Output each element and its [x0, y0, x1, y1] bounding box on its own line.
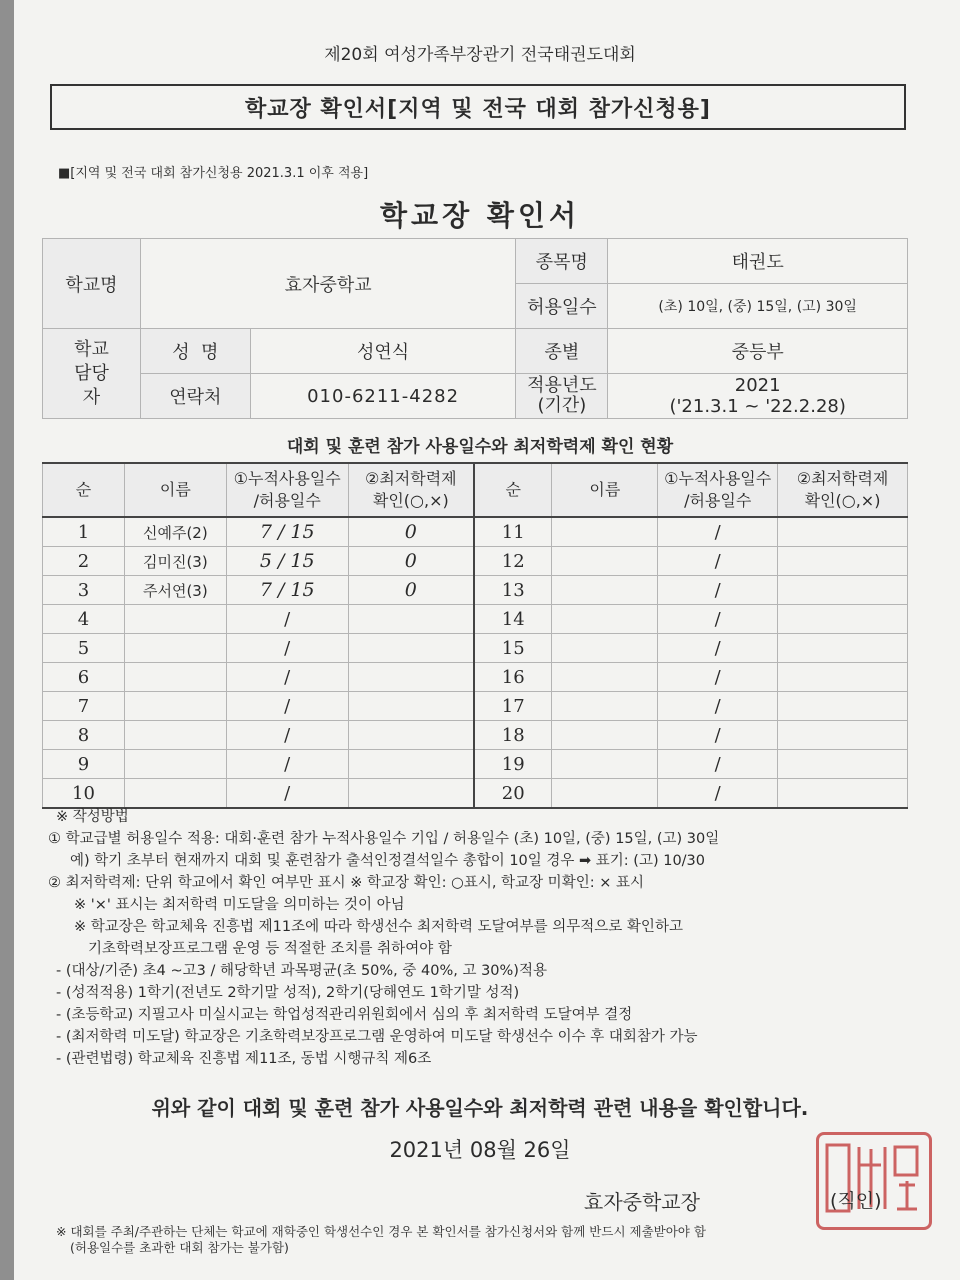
table-row: [43, 750, 908, 779]
academic-check: [778, 634, 908, 663]
event-label: 종목명: [516, 239, 608, 284]
header-name-right: 이름: [552, 463, 658, 517]
form-title-box: [50, 84, 906, 130]
academic-check: [348, 605, 474, 634]
form-title: 학교장 확인서[지역 및 전국 대회 참가신청용]: [245, 96, 711, 122]
row-number: 10: [43, 779, 125, 809]
used-days: /: [226, 663, 348, 692]
school-info-table: [42, 238, 908, 419]
used-days: /: [658, 605, 778, 634]
division-label: 종별: [516, 329, 608, 374]
note-line: 기초학력보장프로그램 운영 등 적절한 조치를 취하여야 함: [88, 941, 452, 957]
used-days: /: [658, 547, 778, 576]
athlete-name: [552, 721, 658, 750]
note-line: ※ 작성방법: [56, 809, 129, 825]
academic-check: [348, 779, 474, 809]
allowed-days-value: (초) 10일, (중) 15일, (고) 30일: [608, 284, 908, 329]
athlete-name: [124, 692, 226, 721]
row-number: 5: [43, 634, 125, 663]
row-number: 2: [43, 547, 125, 576]
name-label: 성 명: [140, 329, 250, 374]
used-days: /: [658, 721, 778, 750]
row-number: 14: [474, 605, 552, 634]
note-line: ② 최저학력제: 단위 학교에서 확인 여부만 표시 ※ 학교장 확인: ○표시, 학교장 미확인: × 표시: [48, 875, 644, 891]
principal-name: 효자중학교장: [584, 1190, 700, 1214]
confirmation-date: 2021년 08월 26일: [389, 1138, 571, 1162]
note-line: ※ '×' 표시는 최저학력 미도달을 의미하는 것이 아님: [74, 897, 405, 913]
table-row: [43, 634, 908, 663]
used-days: 5 / 15: [226, 547, 348, 576]
period-range: ('21.3.1 ~ '22.2.28): [669, 396, 846, 417]
athlete-name: [552, 605, 658, 634]
phone-label: 연락처: [140, 374, 250, 419]
academic-check: [778, 576, 908, 605]
academic-check: [778, 750, 908, 779]
header-no: 순: [43, 463, 125, 517]
confirmation-statement: 위와 같이 대회 및 훈련 참가 사용일수와 최저학력 관련 내용을 확인합니다.: [151, 1096, 809, 1120]
athlete-name: [124, 605, 226, 634]
seal-label: (직인): [830, 1190, 882, 1212]
footer-line: (허용일수를 초과한 대회 참가는 불가함): [70, 1240, 289, 1255]
header-days: ①누적사용일수 /허용일수: [226, 463, 348, 517]
row-number: 3: [43, 576, 125, 605]
athlete-name: [124, 721, 226, 750]
used-days: /: [658, 779, 778, 809]
header-name: 이름: [124, 463, 226, 517]
used-days: /: [658, 692, 778, 721]
main-title: 학교장 확인서: [379, 199, 581, 232]
footer-line: ※ 대회를 주최/주관하는 단체는 학교에 재학중인 학생선수인 경우 본 확인서를 참가신청서와 함께 반드시 제출받아야 함: [56, 1224, 706, 1239]
table-row: [43, 547, 908, 576]
athlete-name: 김미진(3): [124, 547, 226, 576]
table-row: [43, 605, 908, 634]
athlete-name: [552, 779, 658, 809]
used-days: /: [226, 750, 348, 779]
subheading: ■[지역 및 전국 대회 참가신청용 2021.3.1 이후 적용]: [58, 166, 369, 181]
row-number: 11: [474, 517, 552, 547]
note-line: - (관련법령) 학교체육 진흥법 제11조, 동법 시행규칙 제6조: [56, 1051, 432, 1067]
athlete-name: [552, 750, 658, 779]
note-line: - (최저학력 미도달) 학교장은 기초학력보장프로그램 운영하여 미도달 학생선수 이수 후 대회참가 가능: [56, 1029, 698, 1045]
event-title: 제20회 여성가족부장관기 전국태권도대회: [324, 45, 636, 65]
row-number: 13: [474, 576, 552, 605]
academic-check: [778, 721, 908, 750]
note-line: ① 학교급별 허용일수 적용: 대회·훈련 참가 누적사용일수 기입 / 허용일수 (초) 10일, (중) 15일, (고) 30일: [48, 831, 720, 847]
event-value: 태권도: [608, 239, 908, 284]
academic-check: [778, 547, 908, 576]
used-days: /: [658, 517, 778, 547]
used-days: 7 / 15: [226, 576, 348, 605]
row-number: 19: [474, 750, 552, 779]
phone-value: 010-6211-4282: [250, 374, 516, 419]
row-number: 9: [43, 750, 125, 779]
used-days: /: [226, 779, 348, 809]
athlete-name: [552, 663, 658, 692]
academic-check: [348, 692, 474, 721]
division-value: 중등부: [608, 329, 908, 374]
section-title: 대회 및 훈련 참가 사용일수와 최저학력제 확인 현황: [286, 437, 674, 457]
table-row: [43, 576, 908, 605]
athlete-name: [552, 547, 658, 576]
academic-check: 0: [348, 517, 474, 547]
athlete-name: [124, 634, 226, 663]
row-number: 4: [43, 605, 125, 634]
academic-check: 0: [348, 547, 474, 576]
academic-check: [348, 663, 474, 692]
used-days: /: [226, 692, 348, 721]
row-number: 1: [43, 517, 125, 547]
athlete-table: [42, 462, 908, 809]
academic-check: 0: [348, 576, 474, 605]
instructions-notes: [48, 806, 928, 1070]
academic-check: [778, 605, 908, 634]
period-label: 적용년도 (기간): [516, 374, 608, 419]
academic-check: [348, 634, 474, 663]
header-no-right: 순: [474, 463, 552, 517]
period-value: [608, 374, 908, 419]
school-label: 학교명: [43, 239, 141, 329]
row-number: 8: [43, 721, 125, 750]
academic-check: [778, 663, 908, 692]
used-days: /: [658, 634, 778, 663]
athlete-name: [124, 779, 226, 809]
table-row: [43, 692, 908, 721]
row-number: 6: [43, 663, 125, 692]
used-days: /: [658, 750, 778, 779]
row-number: 18: [474, 721, 552, 750]
academic-check: [778, 779, 908, 809]
used-days: /: [658, 663, 778, 692]
table-row: [43, 663, 908, 692]
row-number: 17: [474, 692, 552, 721]
row-number: 15: [474, 634, 552, 663]
table-row: [43, 517, 908, 547]
header-days-right: ①누적사용일수 /허용일수: [658, 463, 778, 517]
name-value: 성연식: [250, 329, 516, 374]
period-year: 2021: [734, 375, 781, 396]
table-row: [43, 721, 908, 750]
row-number: 20: [474, 779, 552, 809]
footer-notes: [56, 1224, 936, 1256]
header-academic-right: ②최저학력제 확인(○,×): [778, 463, 908, 517]
official-seal: [816, 1132, 932, 1230]
athlete-name: [552, 517, 658, 547]
academic-check: [348, 750, 474, 779]
note-line: 예) 학기 초부터 현재까지 대회 및 훈련참가 출석인정결석일수 총합이 10일 경우 ➡ 표기: (고) 10/30: [70, 853, 706, 869]
row-number: 16: [474, 663, 552, 692]
athlete-name: 주서연(3): [124, 576, 226, 605]
row-number: 12: [474, 547, 552, 576]
academic-check: [778, 517, 908, 547]
note-line: - (대상/기준) 초4 ~고3 / 해당학년 과목평균(초 50%, 중 40%, 고 30%)적용: [56, 963, 547, 979]
allowed-days-label: 허용일수: [516, 284, 608, 329]
school-name: 효자중학교: [140, 239, 515, 329]
athlete-name: [552, 634, 658, 663]
athlete-name: 신예주(2): [124, 517, 226, 547]
contact-person-label: 학교 담당자: [43, 329, 141, 419]
used-days: /: [658, 576, 778, 605]
athlete-name: [124, 663, 226, 692]
note-line: - (성적적용) 1학기(전년도 2학기말 성적), 2학기(당해연도 1학기말 성적): [56, 985, 520, 1001]
used-days: /: [226, 634, 348, 663]
used-days: /: [226, 605, 348, 634]
academic-check: [778, 692, 908, 721]
athlete-name: [124, 750, 226, 779]
note-line: ※ 학교장은 학교체육 진흥법 제11조에 따라 학생선수 최저학력 도달여부를 의무적으로 확인하고: [74, 919, 683, 935]
header-academic: ②최저학력제 확인(○,×): [348, 463, 474, 517]
used-days: /: [226, 721, 348, 750]
athlete-name: [552, 576, 658, 605]
used-days: 7 / 15: [226, 517, 348, 547]
academic-check: [348, 721, 474, 750]
note-line: - (초등학교) 지필고사 미실시교는 학업성적관리위원회에서 심의 후 최저학력 도달여부 결정: [56, 1007, 633, 1023]
table-row: [43, 779, 908, 809]
athlete-name: [552, 692, 658, 721]
row-number: 7: [43, 692, 125, 721]
